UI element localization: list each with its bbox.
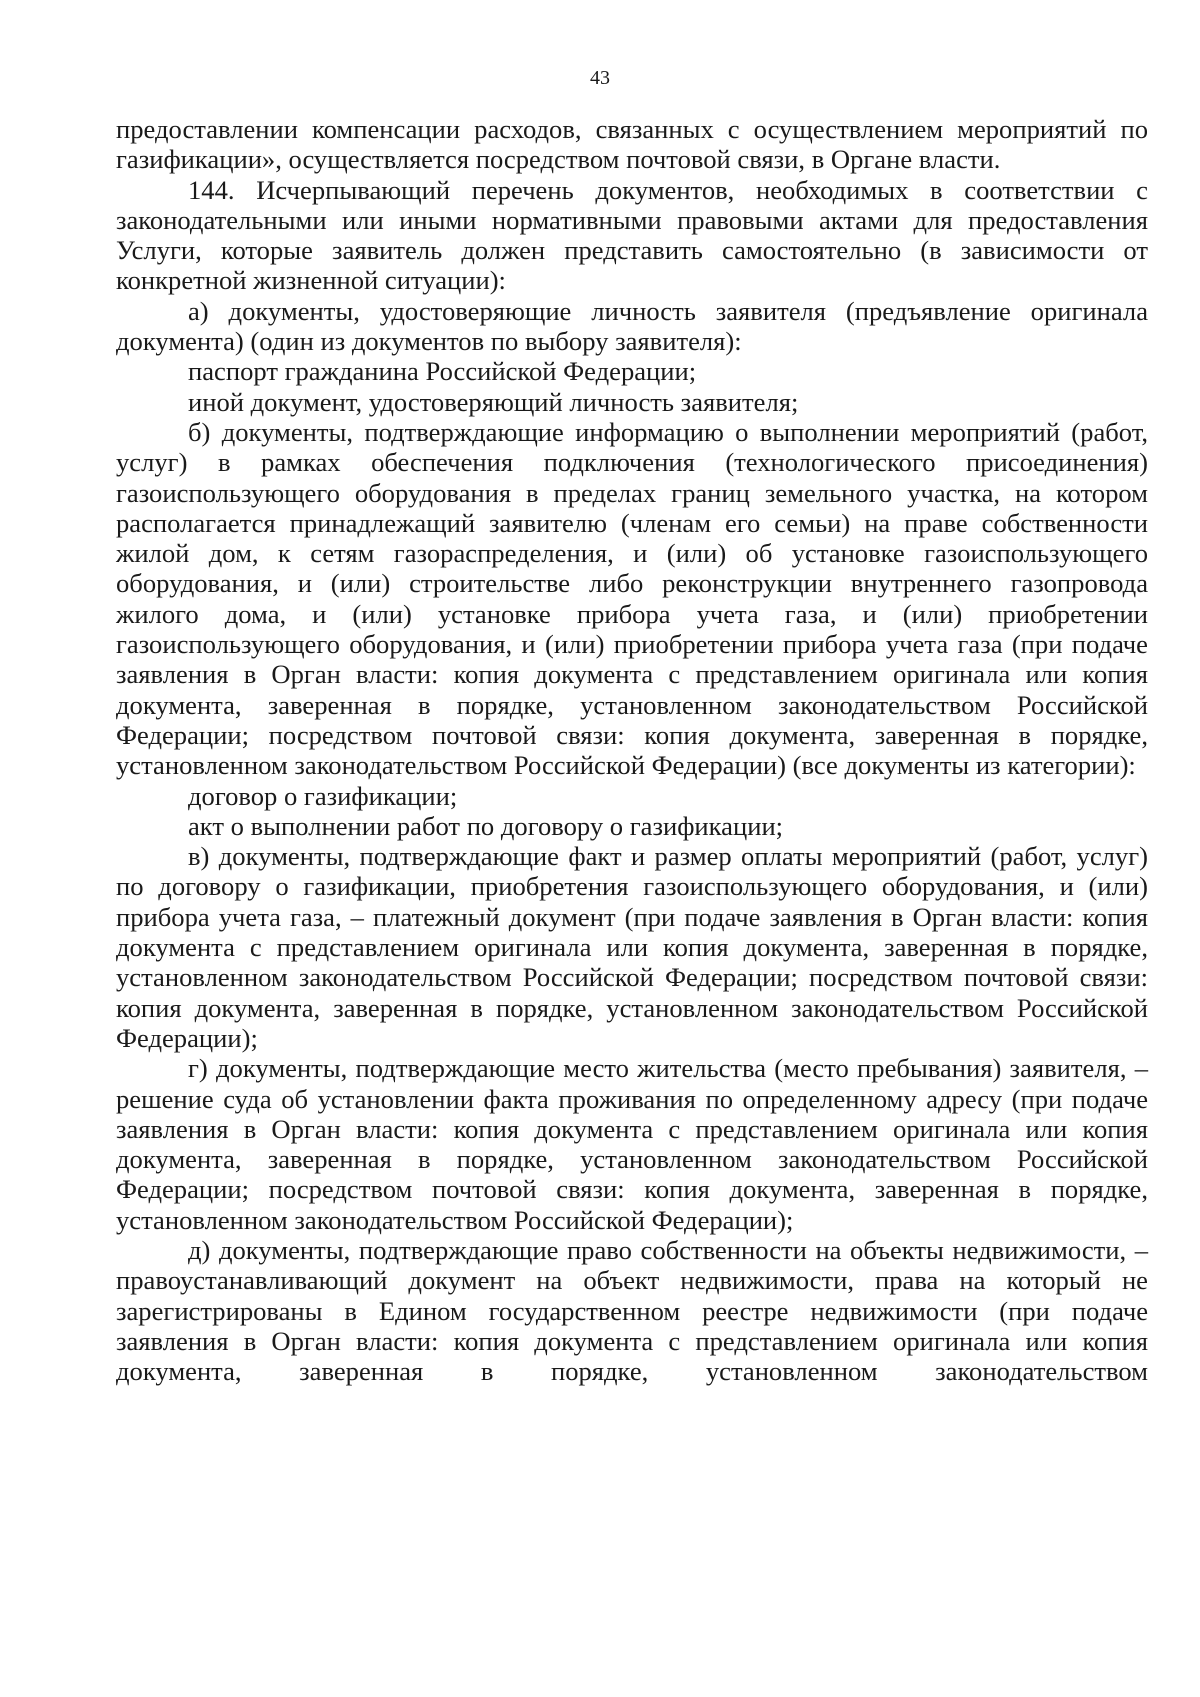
page-number: 43 (590, 67, 610, 89)
paragraph-continuation: предоставлении компенсации расходов, связанных с осуществлением мероприятий по газификации», осуществляется посредством почтовой связи, в Органе власти. (116, 114, 1148, 175)
paragraph-item-v: в) документы, подтверждающие факт и размер оплаты мероприятий (работ, услуг) по договору о газификации, приобретения газоиспользующего оборудования, и (или) прибора учета газа, – платежный документ (при подаче заявления в Орган власти: копия документа с представлением оригинала или копия документа, заверенная в порядке, установленном законодательством Российской Федерации; посредством почтовой связи: копия документа, заверенная в порядке, установленном законодательством Российской Федерации); (116, 841, 1148, 1053)
paragraph-item-b: б) документы, подтверждающие информацию о выполнении мероприятий (работ, услуг) в рамках обеспечения подключения (технологического присоединения) газоиспользующего оборудования в пределах границ земельного участка, на котором располагается принадлежащий заявителю (членам его семьи) на праве собственности жилой дом, к сетям газораспределения, и (или) об установке газоиспользующего оборудования, и (или) строительстве либо реконструкции внутреннего газопровода жилого дома, и (или) установке прибора учета газа, и (или) приобретении газоиспользующего оборудования, и (или) приобретении прибора учета газа (при подаче заявления в Орган власти: копия документа с представлением оригинала или копия документа, заверенная в порядке, установленном законодательством Российской Федерации; посредством почтовой связи: копия документа, заверенная в порядке, установленном законодательством Российской Федерации) (все документы из категории): (116, 416, 1148, 781)
document-body (116, 114, 1148, 1386)
list-item-passport: паспорт гражданина Российской Федерации; (188, 356, 697, 387)
paragraph-item-a: а) документы, удостоверяющие личность заявителя (предъявление оригинала документа) (один из документов по выбору заявителя): (116, 295, 1148, 357)
paragraph-item-d: д) документы, подтверждающие право собственности на объекты недвижимости, – правоустанавливающий документ на объект недвижимости, права на который не зарегистрированы в Едином государственном реестре недвижимости (при подаче заявления в Орган власти: копия документа с представлением оригинала или копия документа, заверенная в порядке, установленном законодательством (116, 1234, 1148, 1387)
paragraph-item-g: г) документы, подтверждающие место жительства (место пребывания) заявителя, – решение суда об установлении факта проживания по определенному адресу (при подаче заявления в Орган власти: копия документа с представлением оригинала или копия документа, заверенная в порядке, установленном законодательством Российской Федерации; посредством почтовой связи: копия документа, заверенная в порядке, установленном законодательством Российской Федерации); (116, 1053, 1148, 1235)
list-item-work-completion-act: акт о выполнении работ по договору о газификации; (188, 810, 784, 841)
list-item-gasification-contract: договор о газификации; (188, 780, 458, 811)
list-item-other-id: иной документ, удостоверяющий личность заявителя; (188, 386, 799, 417)
paragraph-144: 144. Исчерпывающий перечень документов, необходимых в соответствии с законодательными или иными нормативными правовыми актами для предоставления Услуги, которые заявитель должен представить самостоятельно (в зависимости от конкретной жизненной ситуации): (116, 174, 1148, 296)
